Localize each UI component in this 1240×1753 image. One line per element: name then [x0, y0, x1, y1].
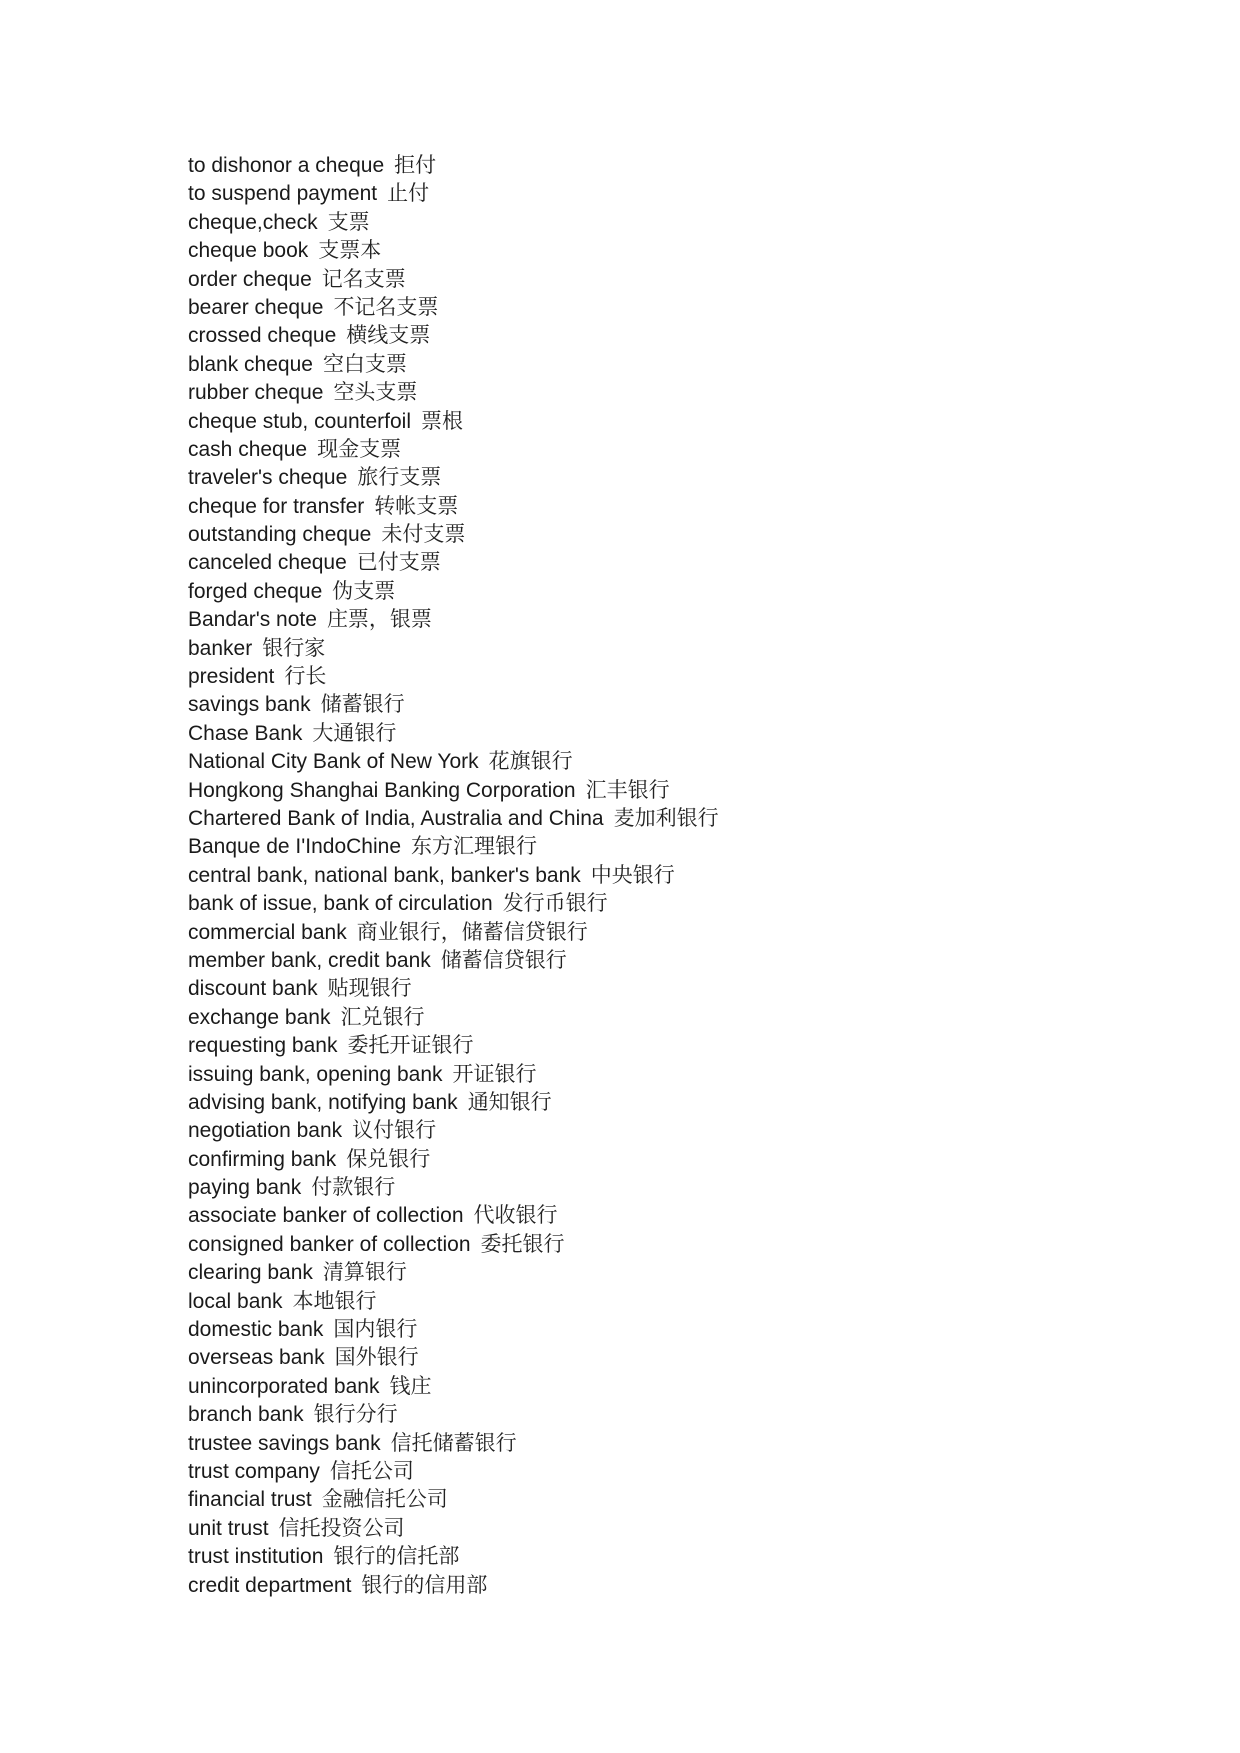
entry-term: trust company — [188, 1459, 320, 1483]
glossary-entry — [188, 520, 719, 548]
glossary-entry — [188, 321, 719, 349]
entry-translation: 大通银行 — [312, 720, 397, 745]
entry-translation: 本地银行 — [292, 1288, 377, 1313]
entry-translation: 开证银行 — [452, 1061, 537, 1086]
entry-term: associate banker of collection — [188, 1204, 464, 1228]
entry-translation: 信托投资公司 — [278, 1515, 405, 1540]
entry-term: clearing bank — [188, 1261, 313, 1285]
entry-translation: 发行币银行 — [502, 891, 608, 916]
entry-term: bearer cheque — [188, 295, 324, 319]
glossary-entry — [188, 832, 719, 860]
glossary-entry — [188, 1088, 719, 1116]
entry-translation: 支票 — [327, 209, 370, 234]
entry-translation: 储蓄信贷银行 — [440, 947, 567, 972]
entry-term: cash cheque — [188, 437, 308, 461]
glossary-entry — [188, 179, 719, 207]
entry-term: rubber cheque — [188, 381, 324, 405]
entry-translation: 清算银行 — [322, 1260, 407, 1285]
entry-translation: 不记名支票 — [333, 294, 439, 319]
entry-term: unit trust — [188, 1516, 269, 1540]
entry-term: National City Bank of New York — [188, 750, 479, 774]
entry-term: forged cheque — [188, 579, 323, 603]
entry-translation: 银行分行 — [313, 1402, 398, 1427]
entry-term: traveler's cheque — [188, 466, 348, 490]
glossary-entry — [188, 889, 719, 917]
entry-term: cheque,check — [188, 210, 318, 234]
glossary-entry — [188, 1485, 719, 1513]
entry-translation: 转帐支票 — [374, 493, 459, 518]
entry-translation: 汇丰银行 — [585, 777, 670, 802]
glossary-entry — [188, 946, 719, 974]
entry-translation: 未付支票 — [381, 522, 466, 547]
entry-translation: 付款银行 — [311, 1175, 396, 1200]
glossary-entry — [188, 1315, 719, 1343]
entry-term: savings bank — [188, 693, 311, 717]
entry-term: canceled cheque — [188, 551, 347, 575]
entry-translation: 储蓄银行 — [320, 692, 405, 717]
glossary-entry — [188, 1031, 719, 1059]
glossary-entry — [188, 151, 719, 179]
entry-translation: 拒付 — [394, 153, 437, 177]
entry-term: bank of issue, bank of circulation — [188, 892, 493, 916]
glossary-entry — [188, 577, 719, 605]
entry-translation: 通知银行 — [467, 1089, 552, 1114]
entry-term: banker — [188, 636, 253, 660]
entry-term: credit department — [188, 1573, 352, 1597]
entry-translation: 钱庄 — [389, 1373, 432, 1398]
entry-translation: 信托公司 — [329, 1458, 414, 1483]
entry-translation: 票根 — [420, 408, 463, 433]
entry-term: cheque for transfer — [188, 494, 365, 518]
entry-translation: 中央银行 — [590, 862, 675, 887]
entry-translation: 保兑银行 — [346, 1146, 431, 1171]
entry-term: blank cheque — [188, 352, 313, 376]
glossary-entry — [188, 407, 719, 435]
glossary-entry — [188, 1258, 719, 1286]
entry-translation: 委托开证银行 — [347, 1033, 474, 1058]
entry-term: confirming bank — [188, 1147, 337, 1171]
entry-translation: 横线支票 — [346, 323, 431, 348]
glossary-entry — [188, 747, 719, 775]
entry-translation: 止付 — [387, 181, 430, 206]
glossary-entry — [188, 463, 719, 491]
entry-translation: 旅行支票 — [357, 465, 442, 490]
entry-term: Bandar's note — [188, 608, 317, 632]
entry-translation: 花旗银行 — [488, 749, 573, 774]
entry-term: Chartered Bank of India, Australia and China — [188, 806, 604, 830]
entry-translation: 银行的信托部 — [333, 1544, 460, 1569]
entry-translation: 空白支票 — [322, 351, 407, 376]
glossary-list — [188, 151, 719, 1599]
entry-term: president — [188, 665, 275, 689]
entry-term: negotiation bank — [188, 1119, 343, 1143]
glossary-entry — [188, 1542, 719, 1570]
glossary-entry — [188, 1173, 719, 1201]
glossary-entry — [188, 918, 719, 946]
entry-term: consigned banker of collection — [188, 1232, 471, 1256]
glossary-entry — [188, 861, 719, 889]
glossary-entry — [188, 548, 719, 576]
entry-translation: 现金支票 — [317, 436, 402, 461]
glossary-entry — [188, 605, 719, 633]
glossary-entry — [188, 1400, 719, 1428]
entry-term: cheque book — [188, 239, 309, 263]
entry-term: local bank — [188, 1289, 283, 1313]
entry-term: branch bank — [188, 1403, 304, 1427]
glossary-entry — [188, 1201, 719, 1229]
entry-term: unincorporated bank — [188, 1374, 380, 1398]
entry-term: Banque de I'IndoChine — [188, 835, 402, 859]
entry-translation: 麦加利银行 — [613, 805, 719, 830]
entry-term: issuing bank, opening bank — [188, 1062, 443, 1086]
glossary-entry — [188, 1514, 719, 1542]
entry-term: overseas bank — [188, 1346, 325, 1370]
entry-term: commercial bank — [188, 920, 347, 944]
glossary-entry — [188, 690, 719, 718]
entry-translation: 国外银行 — [334, 1345, 419, 1370]
entry-term: Chase Bank — [188, 721, 303, 745]
entry-translation: 记名支票 — [321, 266, 406, 291]
entry-translation: 贴现银行 — [327, 976, 412, 1001]
entry-term: discount bank — [188, 977, 318, 1001]
glossary-entry — [188, 1230, 719, 1258]
entry-translation: 银行家 — [262, 635, 326, 660]
glossary-entry — [188, 662, 719, 690]
entry-translation: 汇兑银行 — [340, 1004, 425, 1029]
entry-term: financial trust — [188, 1488, 312, 1512]
glossary-entry — [188, 350, 719, 378]
entry-term: domestic bank — [188, 1318, 324, 1342]
entry-term: exchange bank — [188, 1005, 331, 1029]
entry-translation: 信托储蓄银行 — [390, 1430, 517, 1455]
entry-term: trust institution — [188, 1545, 324, 1569]
glossary-entry — [188, 293, 719, 321]
glossary-entry — [188, 1116, 719, 1144]
entry-translation: 银行的信用部 — [361, 1572, 488, 1597]
entry-term: trustee savings bank — [188, 1431, 381, 1455]
entry-translation: 金融信托公司 — [321, 1487, 448, 1512]
entry-translation: 伪支票 — [332, 578, 396, 603]
glossary-entry — [188, 1571, 719, 1599]
entry-term: Hongkong Shanghai Banking Corporation — [188, 778, 576, 802]
glossary-entry — [188, 719, 719, 747]
entry-term: member bank, credit bank — [188, 948, 431, 972]
entry-term: central bank, national bank, banker's bank — [188, 863, 581, 887]
entry-term: outstanding cheque — [188, 523, 372, 547]
glossary-entry — [188, 974, 719, 1002]
glossary-entry — [188, 634, 719, 662]
entry-translation: 支票本 — [318, 238, 382, 263]
entry-term: to suspend payment — [188, 182, 378, 206]
entry-term: cheque stub, counterfoil — [188, 409, 411, 433]
glossary-entry — [188, 804, 719, 832]
glossary-entry — [188, 236, 719, 264]
entry-term: advising bank, notifying bank — [188, 1090, 458, 1114]
entry-translation: 代收银行 — [473, 1203, 558, 1228]
entry-translation: 议付银行 — [352, 1118, 437, 1143]
entry-term: order cheque — [188, 267, 312, 291]
glossary-entry — [188, 1457, 719, 1485]
entry-translation: 行长 — [284, 664, 327, 689]
glossary-entry — [188, 1145, 719, 1173]
glossary-entry — [188, 1060, 719, 1088]
glossary-entry — [188, 1343, 719, 1371]
entry-translation: 委托银行 — [480, 1231, 565, 1256]
entry-translation: 国内银行 — [333, 1317, 418, 1342]
entry-translation: 已付支票 — [356, 550, 441, 575]
glossary-entry — [188, 1287, 719, 1315]
glossary-entry — [188, 378, 719, 406]
glossary-entry — [188, 1003, 719, 1031]
entry-translation: 商业银行，储蓄信贷银行 — [356, 919, 588, 944]
entry-term: crossed cheque — [188, 324, 337, 348]
entry-term: requesting bank — [188, 1034, 338, 1058]
entry-translation: 东方汇理银行 — [411, 834, 538, 859]
glossary-entry — [188, 208, 719, 236]
glossary-entry — [188, 1429, 719, 1457]
entry-translation: 空头支票 — [333, 380, 418, 405]
glossary-entry — [188, 265, 719, 293]
glossary-entry — [188, 492, 719, 520]
entry-translation: 庄票，银票 — [326, 607, 432, 632]
glossary-entry — [188, 435, 719, 463]
entry-term: to dishonor a cheque — [188, 154, 385, 177]
glossary-entry — [188, 1372, 719, 1400]
glossary-entry — [188, 776, 719, 804]
entry-term: paying bank — [188, 1176, 302, 1200]
